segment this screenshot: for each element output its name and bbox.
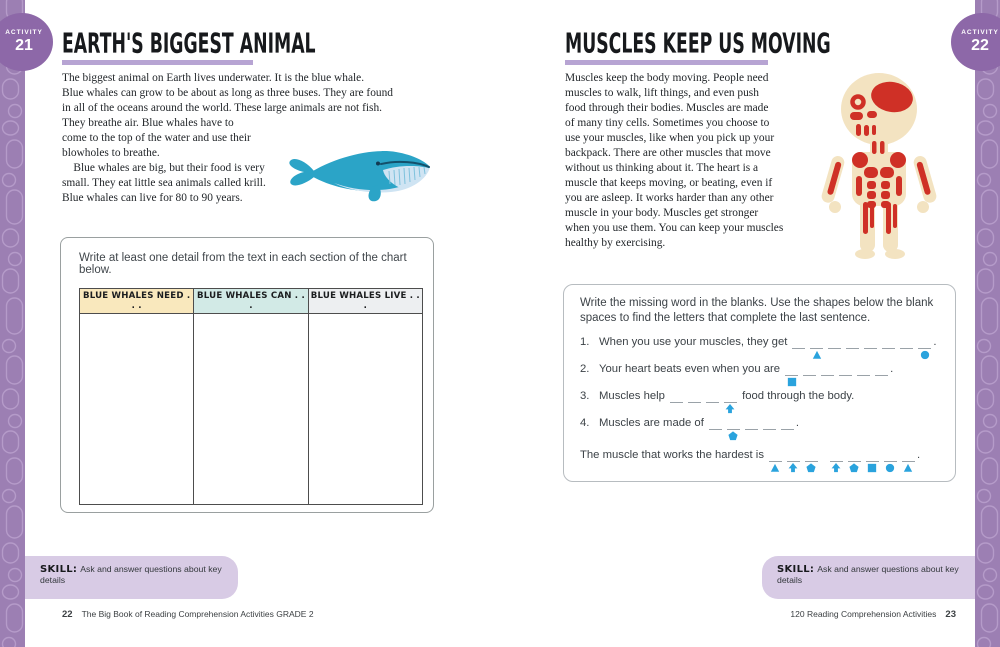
answer-blank [830,448,843,475]
activity-badge-number: 22 [971,37,989,54]
activity-badge-22 [951,13,1000,71]
footer-right [563,609,956,620]
question-text: . [933,336,937,348]
answer-blank [857,362,870,389]
passage-line: The biggest animal on Earth lives underwater. It is the blue whale. [62,72,365,84]
answer-blank [763,416,776,443]
answer-blank [866,448,879,475]
worksheet-question [580,389,939,416]
answer-blank [805,448,818,475]
passage-line: small. They eat little sea animals called krill. [62,177,266,189]
arrow-icon [831,463,841,473]
chart-activity-box [60,237,434,513]
passage-line: backpack. There are other muscles that move [565,147,771,159]
activity-badge-21 [0,13,53,71]
answer-blank [918,335,931,362]
answer-blank [875,362,888,389]
answer-blank [902,448,915,475]
passage-line: use your muscles, like when you pick up your [565,132,775,144]
question-number: 3. [580,390,590,402]
answer-blank [882,335,895,362]
question-text: The muscle that works the hardest is [580,449,764,461]
doodle-pattern-icon [0,0,25,647]
question-number: 1. [580,336,590,348]
answer-blank [724,389,737,416]
answer-blank [709,416,722,443]
passage-line: Blue whales can grow to be about as long as three buses. They are found [62,87,393,99]
answer-blank [810,335,823,362]
worksheet-question [580,335,939,362]
answer-blank [688,389,701,416]
answer-blank [864,335,877,362]
answer-blank [785,362,798,389]
skill-text: Ask and answer questions about key details [777,564,959,585]
muscle-anatomy-figure-illustration [820,70,938,262]
question-text: Your heart beats even when you are [599,363,781,375]
title-underline [62,60,253,65]
answer-blank [803,362,816,389]
question-text: When you use your muscles, they get [599,336,788,348]
answer-blank [846,335,859,362]
skill-box-left [25,556,238,599]
skill-label: SKILL: [40,564,78,575]
chart-answer-cell [194,314,308,505]
answer-blank [828,335,841,362]
skill-box-right [762,556,975,599]
activity-badge-number: 21 [15,37,33,54]
worksheet-instruction: Write the missing word in the blanks. Use the shapes below the blank spaces to find the letters that complete the last sentence. [580,297,934,324]
pentagon-icon [849,463,859,473]
chart-column-header: BLUE WHALES NEED . . . [80,289,194,314]
passage-line: come to the top of the water and use their [62,132,251,144]
passage-right [565,71,783,251]
answer-blank [706,389,719,416]
pentagon-icon [806,463,816,473]
question-text: . [916,449,921,461]
passage-line: Muscles keep the body moving. People need [565,72,769,84]
question-text: . [890,363,894,375]
page-title-right: MUSCLES KEEP US MOVING [565,27,831,60]
answer-blank [781,416,794,443]
answer-blank [848,448,861,475]
passage-line: blowholes to breathe. [62,147,160,159]
book-title: 120 Reading Comprehension Activities [790,609,937,619]
answer-blank [670,389,683,416]
worksheet-question [580,416,939,443]
chart-column-header: BLUE WHALES CAN . . . [194,289,308,314]
chart-instruction: Write at least one detail from the text in each section of the chart below. [79,252,407,276]
passage-line: when you use them. You can keep your muscles [565,222,784,234]
question-text: Muscles help [599,390,665,402]
answer-blank [787,448,800,475]
left-page-border [0,0,25,647]
answer-blank [900,335,913,362]
arrow-icon [788,463,798,473]
square-icon [787,377,797,387]
square-icon [867,463,877,473]
passage-line: muscle in your body. Muscles get stronger [565,207,759,219]
question-text: food through the body. [738,390,855,402]
passage-line: of many tiny cells. Sometimes you choose to [565,117,770,129]
page-number: 22 [62,609,73,620]
answer-blank [745,416,758,443]
answer-blank [884,448,897,475]
chart-answer-cell [80,314,194,505]
passage-line: Blue whales are big, but their food is very [62,162,265,174]
book-title: The Big Book of Reading Comprehension Activities GRADE 2 [81,609,314,619]
blue-whale-illustration [286,137,434,215]
passage-line: in all of the oceans around the world. These large animals are not fish. [62,102,382,114]
passage-line: without us thinking about it. The heart is a [565,162,759,174]
right-page-border [975,0,1000,647]
passage-line: muscles to walk, lift things, and even push [565,87,759,99]
page-title-left: EARTH'S BIGGEST ANIMAL [62,27,316,60]
pentagon-icon [728,431,738,441]
question-text: . [795,417,799,429]
footer-left [62,609,314,620]
skill-text: Ask and answer questions about key details [40,564,222,585]
page-number: 23 [945,609,956,620]
worksheet-question [580,362,939,389]
arrow-icon [725,404,735,414]
answer-blank [727,416,740,443]
blue-whales-chart [79,288,423,505]
passage-line: healthy by exercising. [565,237,666,249]
passage-line: you are asleep. It works harder than any other [565,192,774,204]
triangle-icon [903,463,913,473]
skill-label: SKILL: [777,564,815,575]
circle-icon [920,350,930,360]
chart-column-header: BLUE WHALES LIVE . . . [308,289,422,314]
question-number: 4. [580,417,590,429]
triangle-icon [770,463,780,473]
chart-answer-cell [308,314,422,505]
answer-blank [839,362,852,389]
fill-in-blanks-box [563,284,956,482]
doodle-pattern-icon [975,0,1000,647]
title-underline [565,60,768,65]
answer-blank [769,448,782,475]
question-text: Muscles are made of [599,417,704,429]
question-number: 2. [580,363,590,375]
activity-badge-label: ACTIVITY [961,29,999,36]
passage-line: They breathe air. Blue whales have to [62,117,234,129]
answer-blank [792,335,805,362]
answer-blank [821,362,834,389]
triangle-icon [812,350,822,360]
passage-line: Blue whales can live for 80 to 90 years. [62,192,243,204]
passage-line: muscle that keeps moving, or beating, even if [565,177,773,189]
passage-line: food through their bodies. Muscles are made [565,102,769,114]
activity-badge-label: ACTIVITY [5,29,43,36]
final-sentence [580,448,939,478]
circle-icon [885,463,895,473]
